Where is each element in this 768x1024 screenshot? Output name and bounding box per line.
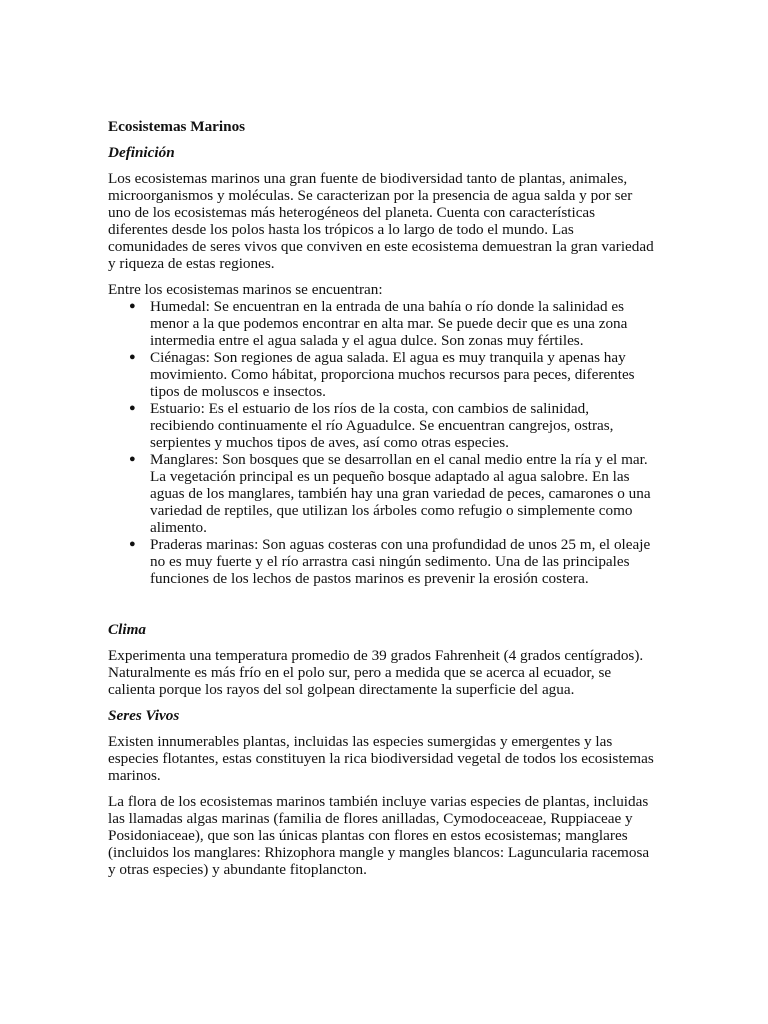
- bullet-icon: ●: [129, 453, 136, 465]
- paragraph-seres-vivos-1: Existen innumerables plantas, incluidas las especies sumergidas y emergentes y las especies flotantes, estas constituyen la rica biodiversidad vegetal de todos los ecosistemas marinos.: [108, 733, 654, 784]
- paragraph-clima: Experimenta una temperatura promedio de 39 grados Fahrenheit (4 grados centígrados). Naturalmente es más frío en el polo sur, pero a medida que se acerca al ecuador, se calienta porque los rayos del sol golpean directamente la superficie del agua.: [108, 647, 644, 698]
- bullet-icon: ●: [129, 402, 136, 414]
- bullet-icon: ●: [129, 351, 136, 363]
- paragraph-definicion: Los ecosistemas marinos una gran fuente de biodiversidad tanto de plantas, animales, microorganismos y moléculas. Se caracterizan por la presencia de agua salda y por ser uno de los ecosistemas más heterogéneos del planeta. Cuenta con características diferentes desde los polos hasta los trópicos a lo largo de todo el mundo. Las comunidades de seres vivos que conviven en este ecosistema demuestran la gran variedad y riqueza de estas regiones.: [108, 170, 654, 272]
- section-heading-seres-vivos: Seres Vivos: [108, 707, 180, 724]
- list-item-text: Estuario: Es el estuario de los ríos de la costa, con cambios de salinidad, recibiendo continuamente el río Aguadulce. Se encuentran cangrejos, ostras, serpientes y muchos tipos de aves, así como otras especies.: [150, 400, 614, 451]
- ecosystem-list: [108, 298, 656, 587]
- list-item-humedal: [108, 298, 656, 349]
- list-item-text: Humedal: Se encuentran en la entrada de una bahía o río donde la salinidad es menor a la que podemos encontrar en alta mar. Se puede decir que es una zona intermedia entre el agua salada y el agua dulce. Son zonas muy fértiles.: [150, 298, 628, 349]
- bullet-icon: ●: [129, 538, 136, 550]
- list-item-text: Manglares: Son bosques que se desarrollan en el canal medio entre la ría y el mar. La vegetación principal es un pequeño bosque adaptado al agua salobre. En las aguas de los manglares, también hay una gran variedad de peces, camarones o una variedad de reptiles, que utilizan los árboles como refugio o simplemente como alimento.: [150, 451, 651, 536]
- list-item-manglares: [108, 451, 656, 536]
- list-item-estuario: [108, 400, 656, 451]
- document-title: Ecosistemas Marinos: [108, 118, 246, 135]
- document-page: [108, 112, 656, 878]
- paragraph-seres-vivos-2: La flora de los ecosistemas marinos también incluye varias especies de plantas, incluidas las llamadas algas marinas (familia de flores anilladas, Cymodoceaceae, Ruppiaceae y Posidoniaceae), que son las únicas plantas con flores en estos ecosistemas; manglares (incluidos los manglares: Rhizophora mangle y mangles blancos: Laguncularia racemosa y otras especies) y abundante fitoplancton.: [108, 793, 650, 878]
- bullet-icon: ●: [129, 300, 136, 312]
- list-intro: Entre los ecosistemas marinos se encuentran:: [108, 281, 383, 298]
- list-item-cienagas: [108, 349, 656, 400]
- section-heading-clima: Clima: [108, 621, 146, 638]
- section-heading-definicion: Definición: [108, 144, 175, 161]
- list-item-text: Ciénagas: Son regiones de agua salada. El agua es muy tranquila y apenas hay movimiento. Como hábitat, proporciona muchos recursos para peces, diferentes tipos de moluscos e insectos.: [150, 349, 635, 400]
- list-item-text: Praderas marinas: Son aguas costeras con una profundidad de unos 25 m, el oleaje no es muy fuerte y el río arrastra casi ningún sedimento. Una de las principales funciones de los lechos de pastos marinos es prevenir la erosión costera.: [150, 536, 651, 587]
- list-item-praderas-marinas: [108, 536, 656, 587]
